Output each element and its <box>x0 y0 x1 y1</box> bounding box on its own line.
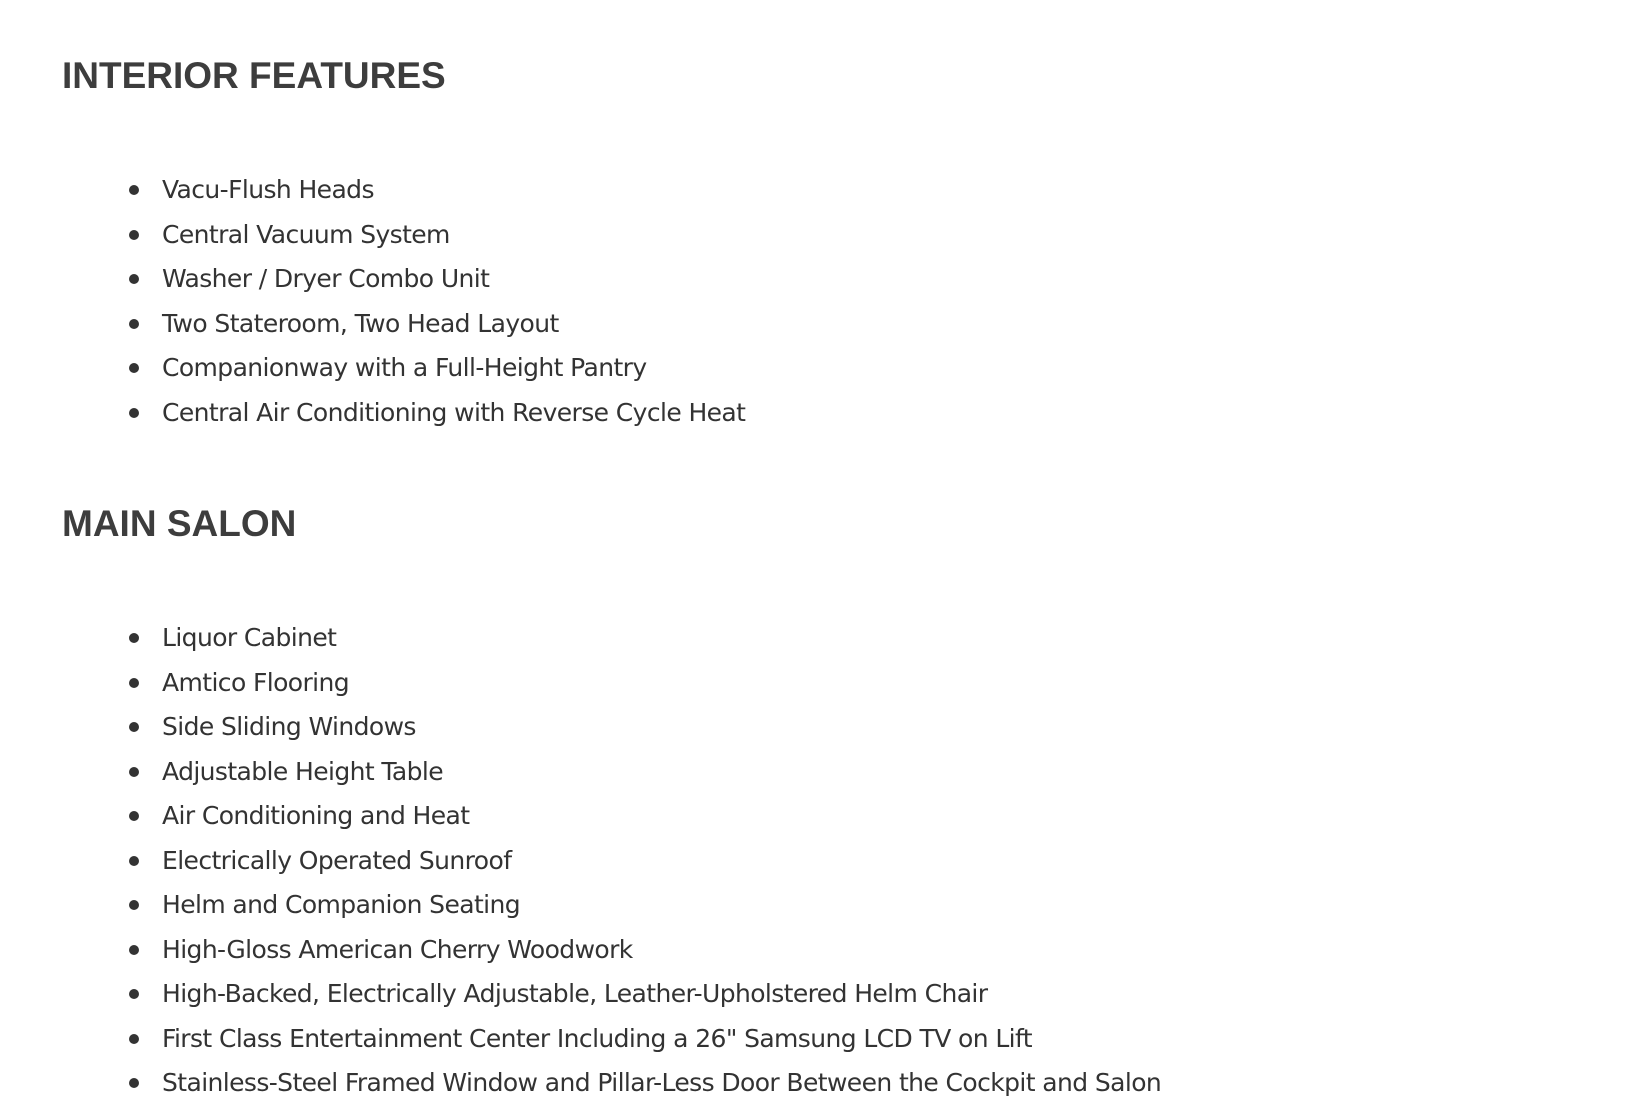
bullet-icon <box>129 945 139 955</box>
list-item <box>62 346 1562 391</box>
list-item <box>62 705 1562 750</box>
list-item <box>62 839 1562 884</box>
list-item <box>62 750 1562 795</box>
feature-label: Helm and Companion Seating <box>162 890 521 919</box>
bullet-icon <box>129 722 139 732</box>
list-item <box>62 661 1562 706</box>
feature-label: First Class Entertainment Center Including a 26" Samsung LCD TV on Lift <box>162 1023 1032 1053</box>
feature-label: Stainless-Steel Framed Window and Pillar-Less Door Between the Cockpit and Salon <box>162 1068 1162 1097</box>
bullet-icon <box>129 1034 139 1044</box>
feature-label: Vacu-Flush Heads <box>162 175 374 204</box>
feature-label: Companionway with a Full-Height Pantry <box>162 353 647 382</box>
list-item <box>62 883 1562 928</box>
feature-label: Washer / Dryer Combo Unit <box>162 264 490 293</box>
list-item <box>62 794 1562 839</box>
feature-label: Liquor Cabinet <box>162 623 337 652</box>
list-item <box>62 1061 1562 1106</box>
feature-label: High-Gloss American Cherry Woodwork <box>162 934 633 964</box>
list-item <box>62 972 1562 1017</box>
main-salon-heading: MAIN SALON <box>62 503 297 544</box>
feature-label: Central Vacuum System <box>162 219 450 249</box>
feature-label: Adjustable Height Table <box>162 756 444 786</box>
bullet-icon <box>129 185 139 195</box>
list-item <box>62 168 1562 213</box>
list-item <box>62 302 1562 347</box>
feature-label: Air Conditioning and Heat <box>162 801 470 830</box>
list-item <box>62 257 1562 302</box>
bullet-icon <box>129 633 139 643</box>
bullet-icon <box>129 856 139 866</box>
interior-features-heading: INTERIOR FEATURES <box>62 55 446 96</box>
feature-label: Side Sliding Windows <box>162 712 416 741</box>
list-item <box>62 928 1562 973</box>
feature-label: High-Backed, Electrically Adjustable, Leather-Upholstered Helm Chair <box>162 979 988 1008</box>
feature-label: Amtico Flooring <box>162 667 350 697</box>
bullet-icon <box>129 319 139 329</box>
bullet-icon <box>129 274 139 284</box>
list-item <box>62 213 1562 258</box>
list-item <box>62 391 1562 436</box>
interior-features-section <box>62 52 746 427</box>
interior-features-list <box>62 168 1562 435</box>
feature-label: Electrically Operated Sunroof <box>162 845 512 875</box>
bullet-icon <box>129 678 139 688</box>
main-salon-list <box>62 616 1562 1106</box>
feature-label: Two Stateroom, Two Head Layout <box>162 308 559 338</box>
feature-label: Central Air Conditioning with Reverse Cycle Heat <box>162 397 746 427</box>
main-salon-section <box>62 500 1162 1097</box>
bullet-icon <box>129 900 139 910</box>
bullet-icon <box>129 230 139 240</box>
list-item <box>62 616 1562 661</box>
list-item <box>62 1017 1562 1062</box>
bullet-icon <box>129 363 139 373</box>
bullet-icon <box>129 1078 139 1088</box>
bullet-icon <box>129 811 139 821</box>
bullet-icon <box>129 408 139 418</box>
bullet-icon <box>129 989 139 999</box>
bullet-icon <box>129 767 139 777</box>
